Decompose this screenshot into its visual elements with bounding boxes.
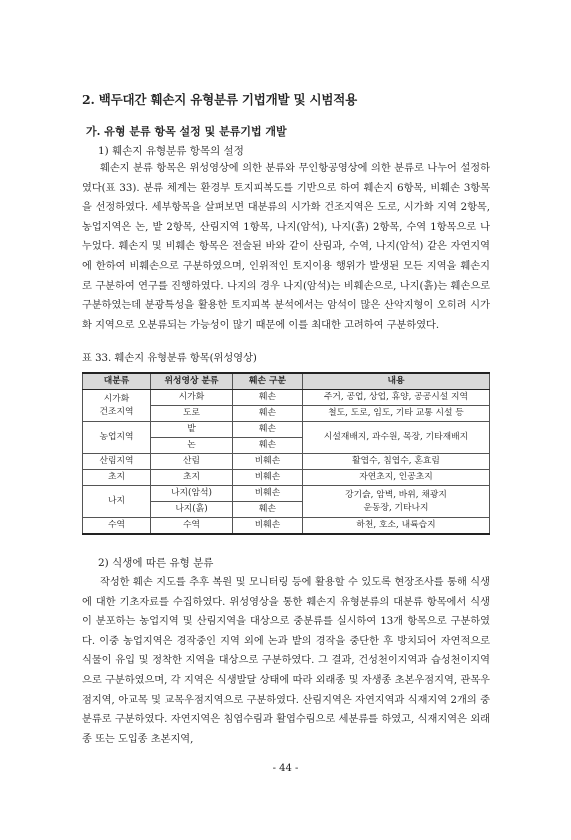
section-title: 2. 백두대간 훼손지 유형분류 기법개발 및 시범적용 [82, 92, 358, 107]
page-number: - 44 - [272, 763, 299, 774]
table-cell: 도로 [151, 406, 233, 422]
table-cell: 수역 [151, 518, 233, 535]
table-cell: 비훼손 [233, 470, 303, 486]
header-cell: 훼손 구분 [233, 373, 303, 390]
table-cell: 훼손 [233, 502, 303, 518]
table-header-row [83, 373, 490, 390]
paragraph-1 [82, 159, 490, 335]
table-row [83, 454, 490, 470]
table-cell: 초지 [151, 470, 233, 486]
item1-title: 1) 훼손지 유형분류 항목의 설정 [98, 145, 244, 157]
category-cell: 나지 [83, 486, 151, 518]
item2-title: 2) 식생에 따른 유형 분류 [98, 557, 214, 569]
table-cell: 비훼손 [233, 486, 303, 502]
table-cell: 훼손 [233, 390, 303, 406]
header-cell: 내용 [303, 373, 490, 390]
classification-table [82, 372, 490, 535]
table-cell: 산림 [151, 454, 233, 470]
table-cell: 활엽수, 침엽수, 혼효림 [303, 454, 490, 470]
table-cell: 자연초지, 인공초지 [303, 470, 490, 486]
subsection-title: 가. 유형 분류 항목 설정 및 분류기법 개발 [86, 125, 287, 138]
paragraph-1-text: 훼손지 분류 항목은 위성영상에 의한 분류와 무인항공영상에 의한 분류로 나누어 설정하였다(표 33). 분류 체계는 환경부 토지피복도를 기반으로 하여 훼손지 6항목, 비훼손 3항목을 선정하였다. 세부항목을 살펴보면 대분류의 시가화 건조지역은 도로, 시가화 지역 2항목, 농업지역은 논, 밭 2항목, 산림지역 1항목, 나지(암석), 나지(흙) 2항목, 수역 1항목으로 나누었다. 훼손지 및 비훼손 항목은 전술된 바와 같이 산림과, 수역, 나지(암석) 같은 자연지역에 한하여 비훼손으로 구분하였으며, 인위적인 토지이용 행위가 발생된 모든 지역을 훼손지로 구분하여 연구를 진행하였다. 나지의 경우 나지(암석)는 비훼손으로, 나지(흙)는 훼손으로 구분하였는데 분광특성을 활용한 토지피복 분석에서는 암석이 많은 산악지형이 오히려 시가화 지역으로 오분류되는 가능성이 많기 때문에 이를 최대한 고려하여 구분하였다. [82, 163, 490, 331]
header-cell: 위성영상 분류 [151, 373, 233, 390]
table-row [83, 422, 490, 438]
table-cell: 철도, 도로, 임도, 기타 교통 시설 등 [303, 406, 490, 422]
table-cell: 밭 [151, 422, 233, 438]
table-cell: 나지(흙) [151, 502, 233, 518]
table-cell: 하천, 호소, 내륙습지 [303, 518, 490, 535]
table-row [83, 470, 490, 486]
table-cell: 훼손 [233, 406, 303, 422]
table-cell: 훼손 [233, 422, 303, 438]
paragraph-2-text: 작성한 훼손 지도를 추후 복원 및 모니터링 등에 활용할 수 있도록 현장조사를 통해 식생에 대한 기초자료를 수집하였다. 위성영상을 통한 훼손지 유형분류의 대분류 항목에서 식생이 분포하는 농업지역 및 산림지역을 대상으로 중분류를 실시하여 13개 항목으로 구분하였다. 이중 농업지역은 경작중인 지역 외에 논과 밭의 경작을 중단한 후 방치되어 자연적으로 식물이 유입 및 정착한 지역을 대상으로 구분하였다. 그 결과, 건성천이지역과 습성천이지역으로 구분하였으며, 각 지역은 식생발달 상태에 따라 외래종 및 자생종 초본우점지역, 관목우점지역, 아교목 및 교목우점지역으로 구분하였다. 산림지역은 자연지역과 식재지역 2개의 중분류로 구분하였다. 자연지역은 침엽수림과 활엽수림으로 세분류를 하였고, 식재지역은 외래종 또는 도입종 초본지역, [82, 577, 490, 745]
table-caption: 표 33. 훼손지 유형분류 항목(위성영상) [82, 353, 257, 364]
table-cell: 나지(암석) [151, 486, 233, 502]
header-cell: 대분류 [83, 373, 151, 390]
paragraph-2 [82, 573, 490, 749]
table-cell: 강기슭, 암벽, 바위, 채광지 운동장, 기타나지 [303, 486, 490, 518]
table-cell: 비훼손 [233, 454, 303, 470]
table-cell: 시가화 [151, 390, 233, 406]
category-cell: 산림지역 [83, 454, 151, 470]
table-cell: 시설재배지, 과수원, 목장, 기타재배지 [303, 422, 490, 454]
table-cell: 논 [151, 438, 233, 454]
table-cell: 훼손 [233, 438, 303, 454]
category-cell: 시가화 건조지역 [83, 390, 151, 422]
category-cell: 초지 [83, 470, 151, 486]
table-cell: 주거, 공업, 상업, 휴양, 공공시설 지역 [303, 390, 490, 406]
category-cell: 농업지역 [83, 422, 151, 454]
category-cell: 수역 [83, 518, 151, 535]
table-row [83, 486, 490, 502]
table-cell: 비훼손 [233, 518, 303, 535]
table-row [83, 518, 490, 535]
table-row [83, 390, 490, 406]
